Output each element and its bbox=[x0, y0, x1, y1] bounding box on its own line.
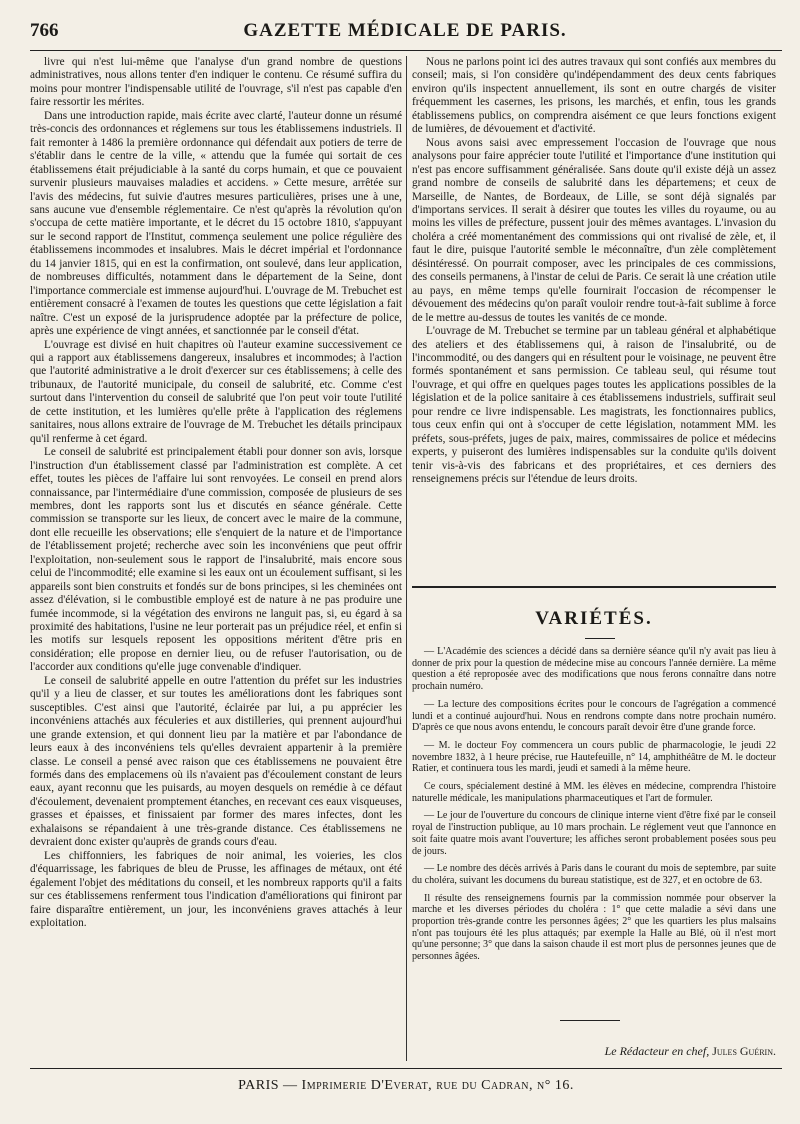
news-item: — L'Académie des sciences a décidé dans sa dernière séance qu'il n'y avait pas lieu à donner de prix pour la question de médecine mise au concours l'année dernière. La même question a été reproposée avec des modifications que nous ferons connaître dans notre prochain numéro. bbox=[412, 646, 776, 693]
editor-signature bbox=[605, 1044, 776, 1059]
paragraph: L'ouvrage de M. Trebuchet se termine par un tableau général et alphabétique des ateliers et des établissemens qui, à raison de l'insalubrité, ou de l'incommodité, ou des dangers qui en résultent pour le voisinage, ne peuvent être formés spontanément et sans permission. Ce tableau seul, qui résume tout l'ouvrage, et qui offre en quelques pages toutes les applications possibles de la législation et de la police sanitaire à ces établissemens industriels, suffirait seul pour rendre ce livre indispensable. Les magistrats, les fonctionnaires publics, tous ceux enfin qui ont à s'occuper de cette législation, notamment MM. les préfets, sous-préfets, juges de paix, maires, commissaires de police et médecins experts, y puiseront des lumières indispensables sur la conduite qu'ils doivent tenir vis-à-vis des fabricans et des propriétaires, et ces derniers des renseignemens précis sur l'étendue de leurs droits. bbox=[412, 325, 776, 486]
title-underline bbox=[585, 638, 615, 639]
masthead-title: GAZETTE MÉDICALE DE PARIS. bbox=[243, 20, 567, 41]
page-number: 766 bbox=[30, 20, 59, 41]
paragraph: livre qui n'est lui-même que l'analyse d'un grand nombre de questions administratives, nous allons tenter d'en indiquer le contenu. Ce résumé suffira du moins pour montrer l'indispensable utilité de l'ouvrage, s'il n'est pas capable d'en faire ressortir les mérites. bbox=[30, 56, 402, 109]
paragraph: Le conseil de salubrité appelle en outre l'attention du préfet sur les industries qu'il y a lieu de classer, et sur toutes les améliorations dont les fabriques sont susceptibles. C'est ainsi que l'autorité, éclairée par lui, a pu apprécier les inconvéniens attachés aux féculeries et aux distilleries, qui prennent aujourd'hui une grande extension, et qui donnent lieu par la matière et par l'abondance de leurs eaux à des inconvéniens tels qu'elles devraient appartenir à la première classe. Le conseil a pensé avec raison que ces établissemens ne pouvaient être formés dans des emplacemens où ils n'avaient pas d'écoulement constant de leurs eaux, ayant reconnu que les puisards, au moyen desquels on remédie à ce défaut d'écoulement, devenaient promptement étanches, en recevant ces eaux visqueuses, grasses et épaisses, et finissaient par former des mares infectes, dont les exhalaisons se répandaient à une très-grande distance. Ces établissemens ne devraient donc exister qu'auprès de grands cours d'eau. bbox=[30, 674, 402, 849]
page-header bbox=[30, 20, 780, 48]
news-item: — Le jour de l'ouverture du concours de clinique interne vient d'être fixé par le conseil royal de l'instruction publique, au 10 mars prochain. Le réglement veut que l'annonce en soit faite quatre mois avant l'ouverture; les affiches seront probablement posées sous peu de jours. bbox=[412, 810, 776, 857]
header-rule bbox=[30, 50, 782, 51]
paragraph: Le conseil de salubrité est principalement établi pour donner son avis, lorsque l'instruction d'un établissement classé par l'administration est complète. A cet effet, toutes les pièces de l'affaire lui sont renvoyées. Le conseil en prend alors connaissance, par l'intermédiaire d'une commission, composée de plusieurs de ses membres, dont les rapports sont lus et discutés en séance générale. Cette commission se transporte sur les lieux, de concert avec le maire de la commune, dont elle recueille les observations; elle s'enquiert de la nature et de l'importance de l'établissement projeté; recherche avec soin les inconvéniens que peut offrir l'exploitation, non-seulement sous le rapport de l'insalubrité, mais encore sous celui de l'incommodité; elle examine si les eaux ont un écoulement suffisant, si les appareils sont bien construits et fondés sur de bons principes, si les cheminées ont assez d'élévation, si le combustible employé est de nature à ne pas produire une fumée incommode, si la végétation des environs ne languit pas, si, eu égard à sa proximité des habitations, l'usine ne leur porterait pas un préjudice réel, et enfin si les motifs sur lesquels reposent les oppositions méritent d'être pris en considération; elle propose en dernier lieu, ou de refuser l'autorisation, ou de l'accorder aux conditions qu'elle juge convenable d'indiquer. bbox=[30, 446, 402, 674]
paragraph: Les chiffonniers, les fabriques de noir animal, les voieries, les clos d'équarrissage, les fabriques de bleu de Prusse, les affinages de métaux, ont été également l'objet des méditations du conseil, et les nombreux rapports qu'il a faits sur ces établissemens renferment tous l'indication d'améliorations qui finiront par faire disparaître entièrement, un jour, les inconvéniens graves attachés à leur exploitation. bbox=[30, 849, 402, 929]
varietes-section bbox=[412, 646, 776, 969]
imprint-printer: — Imprimerie D'Everat, bbox=[283, 1078, 433, 1093]
footer-rule bbox=[30, 1068, 782, 1069]
signature-label: Le Rédacteur en chef, bbox=[604, 1044, 710, 1058]
closing-rule bbox=[560, 1020, 620, 1021]
news-item: — Le nombre des décès arrivés à Paris dans le courant du mois de septembre, par suite du choléra, suivant les documens du bureau statistique, est de 327, et en octobre de 63. bbox=[412, 863, 776, 886]
printer-imprint bbox=[30, 1078, 782, 1094]
news-item-note: Ce cours, spécialement destiné à MM. les élèves en médecine, comprendra l'histoire naturelle médicale, les manipulations pharmaceutiques et l'art de formuler. bbox=[412, 781, 776, 804]
paragraph: Dans une introduction rapide, mais écrite avec clarté, l'auteur donne un résumé très-concis des ordonnances et réglemens sur tous les établissemens industriels. Il fait remonter à 1486 la première ordonnance qui défendait aux potiers de terre de s'établir dans le centre de la ville, « attendu que la fumée qui sortait de ces établissemens était préjudiciable à la santé du corps humain, et que ce pouvaient survenir plusieurs mauvaises maladies et accidens. » Cette mesure, arrêtée sur l'avis des médecins, fut suivie d'autres mesures particulières, prises une à une, sans aucune vue d'ensemble réglementaire. Ce n'est qu'après la révolution qu'on s'occupa de cette matière importante, et le décret du 15 octobre 1810, s'appuyant sur le second rapport de l'Institut, commença seulement une police régulière des établissemens incommodes et insalubres. Mais le décret impérial et l'ordonnance du 14 janvier 1815, qui en est la confirmation, ont soulevé, dans leur application, de nombreuses difficultés, notamment dans le département de la Seine, dont l'importance commerciale est immense aujourd'hui. L'ouvrage de M. Trebuchet est entièrement consacré à l'examen de toutes les questions que cette législation a fait naître. C'est un exposé de la jurisprudence adoptée par la préfecture de police, après une expérience de vingt années, et sanctionnée par le conseil d'état. bbox=[30, 109, 402, 338]
left-column bbox=[30, 56, 402, 930]
news-item: — La lecture des compositions écrites pour le concours de l'agrégation a commencé lundi et a continué aujourd'hui. Nous en rendrons compte dans notre prochain numéro. D'après ce que nous avons entendu, le concours paraît devoir être d'une grande force. bbox=[412, 698, 776, 734]
paragraph: L'ouvrage est divisé en huit chapitres où l'auteur examine successivement ce qui a rapport aux établissemens dangereux, insalubres et incommodes; à l'action que l'autorité administrative a le droit d'exercer sur ces établissemens; à celle des tribunaux, de l'autorité municipale, du conseil de salubrité, etc. Comme c'est surtout dans l'intervention du conseil de salubrité que l'on peut voir toute l'utilité de cette institution, et les lumières qu'elle prête à l'application des réglemens sanitaires, nous allons extraire de l'ouvrage de M. Trebuchet les détails principaux qu'il renferme à cet égard. bbox=[30, 338, 402, 445]
varietes-title: VARIÉTÉS. bbox=[535, 608, 653, 629]
editor-name: Jules Guérin. bbox=[712, 1044, 776, 1058]
paragraph: Nous ne parlons point ici des autres travaux qui sont confiés aux membres du conseil; mais, si l'on considère qu'indépendamment des deux cents fabriques environ qu'ils inspectent annuellement, ils sont en outre chargés de visiter fréquemment les casernes, les prisons, les marchés, et enfin, tous les grands établissemens publics, on comprendra aisément ce que leurs fonctions exigent de lumières, de dévouement et d'activité. bbox=[412, 56, 776, 136]
column-divider bbox=[406, 56, 407, 1061]
imprint-address: rue du Cadran, n° 16. bbox=[436, 1078, 574, 1093]
news-item: — M. le docteur Foy commencera un cours public de pharmacologie, le jeudi 22 novembre 1832, à 1 heure précise, rue Hautefeuille, n° 14, amphithéâtre de M. le docteur Ratier, et continuera tous les mardi, jeudi et samedi à la même heure. bbox=[412, 739, 776, 775]
imprint-city: PARIS bbox=[238, 1078, 280, 1093]
news-item-note: Il résulte des renseignemens fournis par la commission nommée pour observer la marche et les diverses périodes du choléra : 1° que cette maladie a sévi dans une proportion très-grande contre les personnes âgées; 2° que les quartiers les plus malsains n'ont pas toujours été les plus attaqués; par exemple la Halle au Blé, où il n'est mort qu'une personne; 3° que dans la saison chaude il est mort plus de personnes jeunes que de personnes âgées. bbox=[412, 892, 776, 963]
right-column bbox=[412, 56, 776, 487]
paragraph: Nous avons saisi avec empressement l'occasion de l'ouvrage que nous analysons pour faire apprécier toute l'utilité et l'importance d'une institution qui n'est pas encore suffisamment généralisée. Sans doute qu'il existe déjà un assez grand nombre de conseils de salubrité dans les départemens; et ceux de Marseille, de Nantes, de Bordeaux, de Lille, se sont déjà signalés par d'importans services. Il serait à désirer que toutes les villes du royaume, ou au moins les villes de préfecture, pussent jouir des mêmes avantages. L'invasion du choléra a créé momentanément des commissions qui ont rivalisé de zèle, et, il faut le dire, puisque l'autorité semble le méconnaître, d'un zèle complètement désintéressé. On pourrait composer, avec les principales de ces commissions, des conseils permanens, à l'instar de celui de Paris. Ce serait là une création utile au pays, en même temps qu'elle fournirait l'occasion de récompenser le dévouement des médecins qu'on paraît vouloir rendre tout-à-fait sublime à force de le mettre au-dessus de toutes les vanités de ce monde. bbox=[412, 136, 776, 324]
section-rule bbox=[412, 586, 776, 588]
